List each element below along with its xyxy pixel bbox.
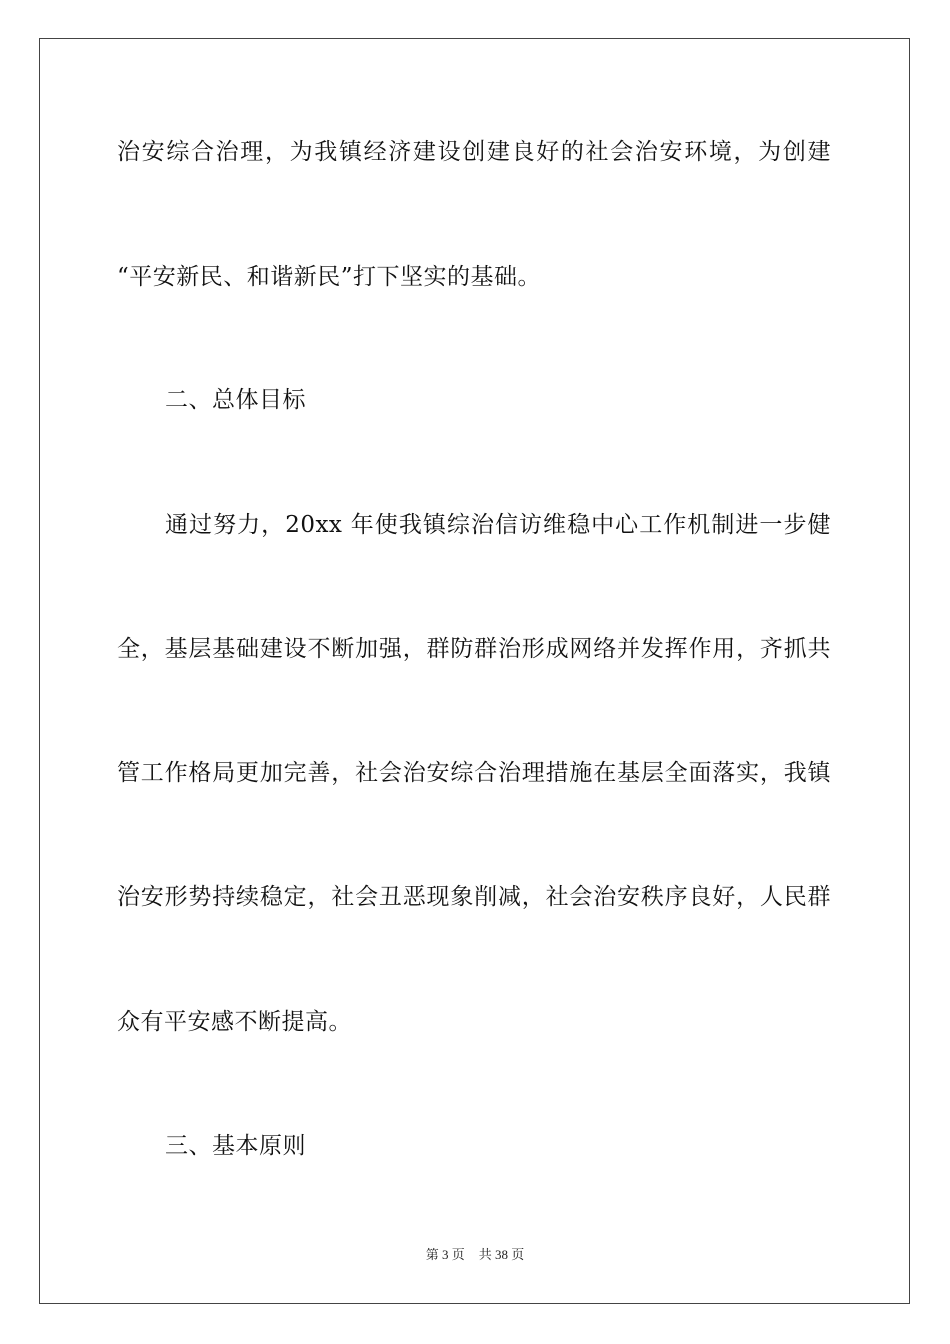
body-text-line: 通过努力，20xx 年使我镇综治信访维稳中心工作机制进一步健 (165, 512, 831, 538)
page-border (39, 38, 910, 1304)
section-heading: 二、总体目标 (165, 387, 306, 413)
body-text-line: “平安新民、和谐新民”打下坚实的基础。 (117, 264, 542, 290)
body-text-line: 众有平安感不断提高。 (117, 1009, 352, 1035)
body-text-line: 管工作格局更加完善，社会治安综合治理措施在基层全面落实，我镇 (117, 760, 831, 786)
page-footer (0, 1246, 950, 1264)
body-text-line: 全，基层基础建设不断加强，群防群治形成网络并发挥作用，齐抓共 (117, 636, 831, 662)
body-text-line: 治安综合治理，为我镇经济建设创建良好的社会治安环境，为创建 (117, 139, 831, 165)
page-number: 第 3 页 (425, 1247, 465, 1262)
page-total: 共 38 页 (478, 1247, 525, 1262)
section-heading: 三、基本原则 (165, 1133, 306, 1159)
body-text-line: 治安形势持续稳定，社会丑恶现象削减，社会治安秩序良好，人民群 (117, 884, 831, 910)
